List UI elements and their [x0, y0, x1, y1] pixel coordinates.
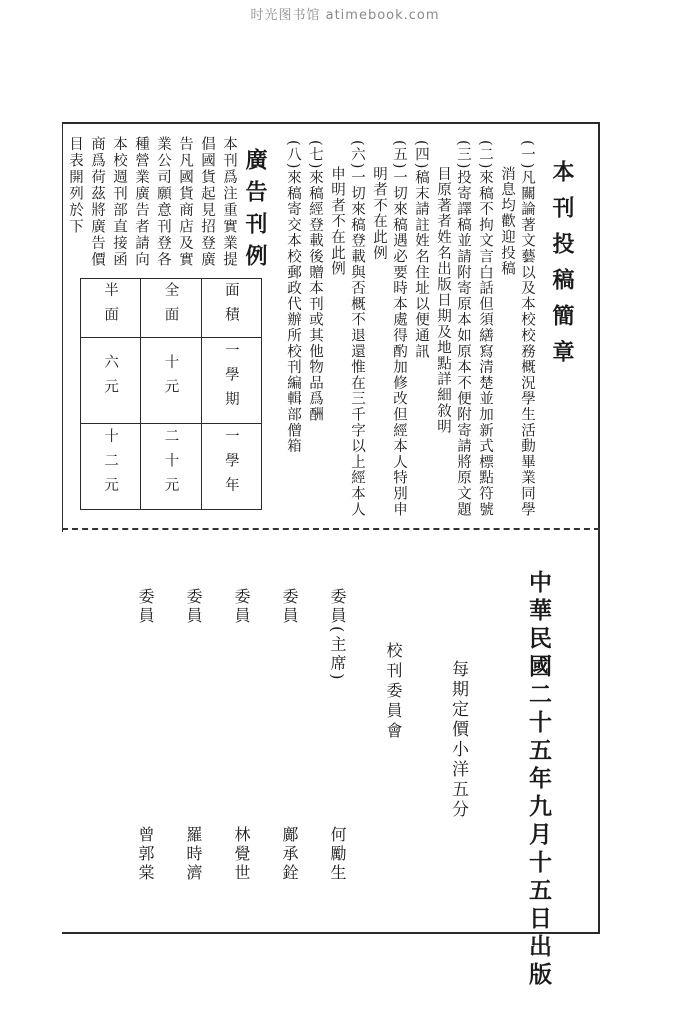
member-role: 委員	[280, 588, 299, 626]
member-role: 委員	[232, 588, 251, 626]
member-name: 何勵生	[328, 826, 347, 883]
submission-rules-title: 本刊投稿簡章	[549, 160, 575, 376]
rule-line: (二)來稿不拘文言白話但須繕寫清楚並加新式標點符號	[477, 140, 493, 518]
committee-name: 校刊委員會	[384, 642, 403, 742]
rule-line: 明者不在此例	[371, 166, 387, 261]
ad-text-line: 本校週刊部直接函	[111, 136, 127, 268]
frame-top-border	[62, 122, 600, 124]
ad-text-line: 業公司願意刊登各	[155, 136, 171, 268]
ad-text-line: 目表開列於下	[67, 136, 83, 235]
rule-line: (四)稿末請註姓名住址以便通訊	[413, 140, 429, 360]
table-header-cell: 一學年	[201, 424, 261, 510]
rule-line: (八)來稿寄交本校郵政代辦所校刊編輯部僧箱	[285, 140, 301, 455]
table-cell: 十二元	[81, 424, 141, 510]
watermark: 时光图书馆 atimebook.com	[250, 8, 440, 23]
publication-date: 中華民國二十五年九月十五日出版	[525, 570, 552, 990]
rule-line: 目原著者姓名出版日期及地點詳細敘明	[435, 166, 451, 435]
rule-line: 消息均歡迎投稿	[499, 166, 515, 277]
rule-line: 申明者不在此例	[329, 166, 345, 277]
ad-rate-table	[80, 278, 262, 510]
table-cell: 二十元	[141, 424, 201, 510]
table-header-cell: 面積	[201, 279, 261, 338]
table-cell: 全面	[141, 279, 201, 338]
ad-text-line: 種營業廣告者請向	[133, 136, 149, 268]
section-divider	[62, 528, 600, 530]
rule-line: (七)來稿經登載後贈本刊或其他物品爲酬	[307, 140, 323, 423]
frame-left-border	[62, 122, 63, 532]
member-name: 鄺承銓	[280, 826, 299, 883]
table-cell: 半面	[81, 279, 141, 338]
member-name: 林覺世	[232, 826, 251, 883]
rule-line: (三)投寄譯稿並請附寄原本如原本不便附寄請將原文題	[455, 140, 471, 518]
rule-line: (六)一切來稿登載與否概不退還惟在三千字以上經本人	[349, 140, 365, 518]
member-role: 委員(主席)	[328, 588, 347, 683]
ad-text-line: 倡國貨起見招登廣	[199, 136, 215, 268]
ad-text-line: 商爲荷茲將廣告價	[89, 136, 105, 268]
member-name: 曾郭棠	[136, 826, 155, 883]
table-header-cell: 一學期	[201, 338, 261, 424]
table-row	[81, 279, 262, 338]
member-role: 委員	[184, 588, 203, 626]
advertising-title: 廣告刊例	[242, 148, 268, 276]
rule-line: (五)一切來稿遇必要時本處得酌加修改但經本人特別申	[391, 140, 407, 518]
price: 每期定價小洋五分	[448, 660, 468, 820]
table-row	[81, 424, 262, 510]
member-name: 羅時濟	[184, 826, 203, 883]
ad-text-line: 告凡國貨商店及實	[177, 136, 193, 268]
table-cell: 十元	[141, 338, 201, 424]
member-role: 委員	[136, 588, 155, 626]
ad-text-line: 本刊爲注重實業提	[221, 136, 237, 268]
rule-line: (一)凡關論著文藝以及本校校務概況學生活動畢業同學	[519, 140, 535, 518]
table-row	[81, 338, 262, 424]
frame-bottom-border	[62, 932, 600, 934]
table-cell: 六元	[81, 338, 141, 424]
